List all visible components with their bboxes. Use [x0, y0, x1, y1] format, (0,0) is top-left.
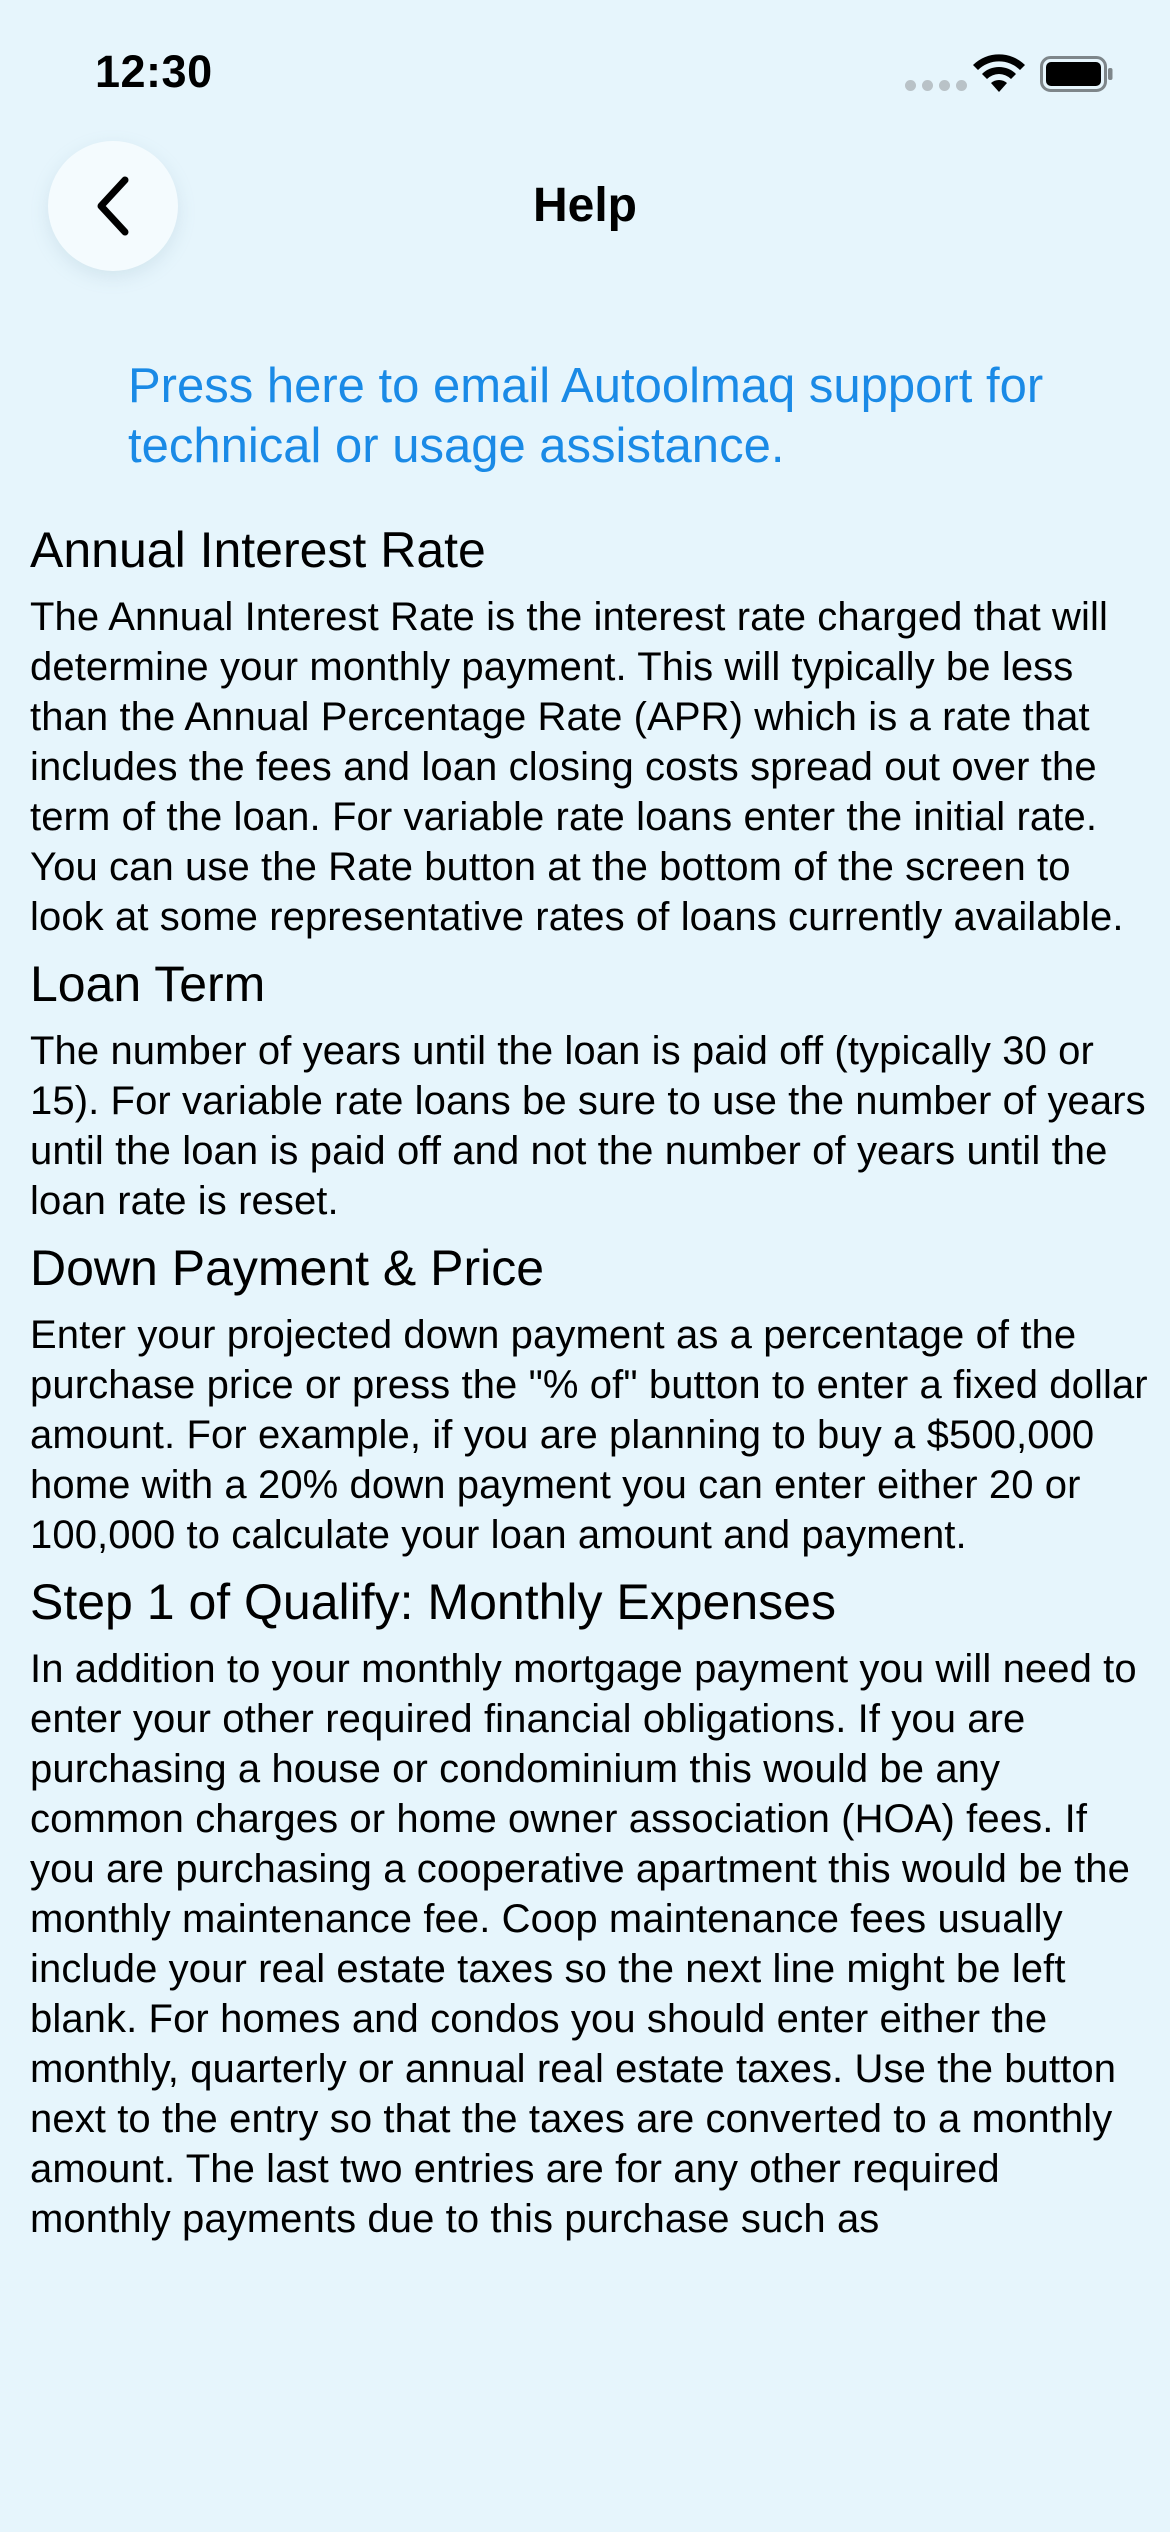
section-body: The Annual Interest Rate is the interest rate charged that will determine your monthly payment. This will typically be less than the Annual Percentage Rate (APR) which is a rate that includes the fees and loan closing costs spread out over the term of the loan. For variable rate loans enter the initial rate. You can use the Rate button at the bottom of the screen to look at some representative rates of loans currently available.	[30, 595, 1124, 939]
section-title: Down Payment & Price	[30, 1240, 545, 1296]
page-title: Help	[532, 179, 637, 232]
section-body: In addition to your monthly mortgage payment you will need to enter your other required financial obligations. If you are purchasing a house or condominium this would be any common charges or home owner association (HOA) fees. If you are purchasing a cooperative apartment this would be the monthly maintenance fee. Coop maintenance fees usually include your real estate taxes so the next line might be left blank. For homes and condos you should enter either the monthly, quarterly or annual real estate taxes. Use the button next to the entry so that the taxes are converted to a monthly amount. The last two entries are for any other required monthly payments due to this purchase such as	[30, 1647, 1137, 2241]
section-title: Loan Term	[30, 956, 266, 1012]
email-support-link[interactable]: Press here to email Autoolmaq support for technical or usage assistance.	[128, 359, 1044, 473]
help-content[interactable]	[30, 518, 1150, 2426]
section-body: Enter your projected down payment as a percentage of the purchase price or press the "% of" button to enter a fixed dollar amount. For example, if you are planning to buy a $500,000 home with a 20% down payment you can enter either 20 or 100,000 to calculate your loan amount and payment.	[30, 1313, 1148, 1557]
cellular-signal-icon	[905, 80, 967, 91]
section-title: Step 1 of Qualify: Monthly Expenses	[30, 1574, 836, 1630]
help-section-interest-rate	[30, 518, 1150, 952]
status-time: 12:30	[95, 46, 213, 97]
help-section-monthly-expenses	[30, 1570, 1150, 2254]
section-title: Annual Interest Rate	[30, 522, 486, 578]
section-body: The number of years until the loan is paid off (typically 30 or 15). For variable rate loans be sure to use the number of years until the loan is paid off and not the number of years until the loan rate is reset.	[30, 1029, 1146, 1223]
help-section-down-payment	[30, 1236, 1150, 1570]
help-section-loan-term	[30, 952, 1150, 1236]
battery-icon	[1040, 56, 1114, 92]
wifi-icon	[970, 52, 1028, 94]
